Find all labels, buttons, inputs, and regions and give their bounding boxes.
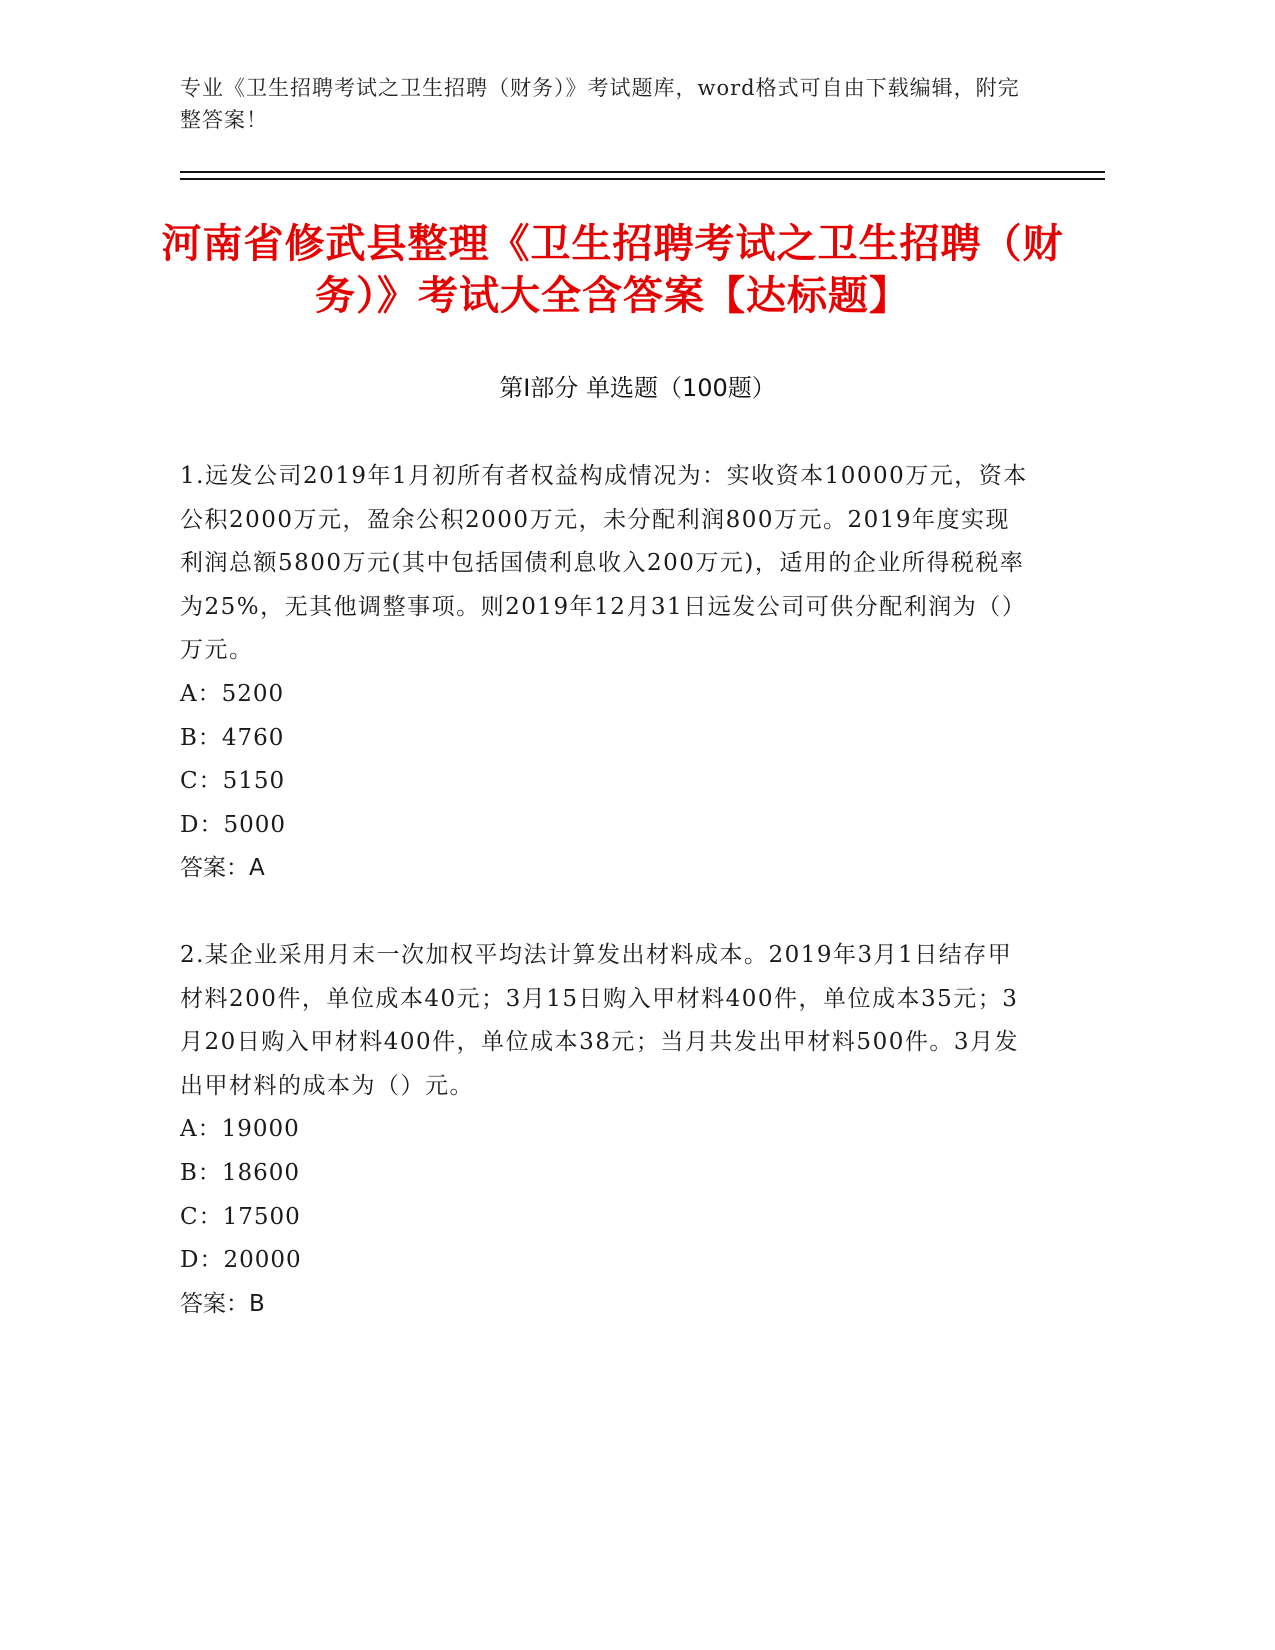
header-rule-bottom: [180, 178, 1105, 180]
question-stem: 2.某企业采用月末一次加权平均法计算发出材料成本。2019年3月1日结存甲材料200件，单位成本40元；3月15日购入甲材料400件，单位成本35元；3月20日购入甲材料400件，单位成本38元；当月共发出甲材料500件。3月发出甲材料的成本为（）元。: [180, 942, 1019, 1099]
question-1: [180, 455, 1030, 891]
question-2: [180, 934, 1030, 1326]
option-b: B：4760: [180, 724, 285, 751]
header-rule-top: [180, 171, 1105, 173]
answer: 答案：A: [180, 855, 265, 882]
option-a: A：5200: [180, 680, 285, 707]
header-note: 专业《卫生招聘考试之卫生招聘（财务）》考试题库，word格式可自由下载编辑，附完整答案！: [180, 76, 1020, 132]
document-title: 河南省修武县整理《卫生招聘考试之卫生招聘（财务）》考试大全含答案【达标题】: [161, 221, 1064, 319]
option-c: C：5150: [180, 768, 286, 795]
option-a: A：19000: [180, 1116, 300, 1143]
option-b: B：18600: [180, 1159, 301, 1186]
option-d: D：20000: [180, 1247, 302, 1274]
question-stem: 1.远发公司2019年1月初所有者权益构成情况为：实收资本10000万元，资本公积2000万元，盈余公积2000万元，未分配利润800万元。2019年度实现利润总额5800万元(其中包括国债利息收入200万元)，适用的企业所得税税率为25%，无其他调整事项。则2019年12月31日远发公司可供分配利润为（）万元。: [180, 463, 1028, 664]
option-c: C：17500: [180, 1203, 301, 1230]
section-title: 第I部分 单选题（100题）: [499, 374, 776, 402]
answer: 答案：B: [180, 1290, 265, 1317]
option-d: D：5000: [180, 811, 286, 838]
